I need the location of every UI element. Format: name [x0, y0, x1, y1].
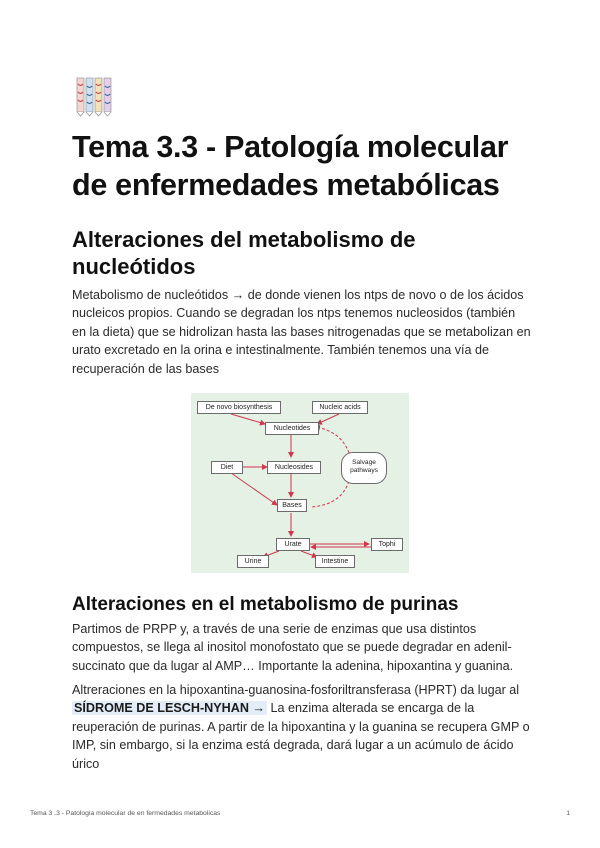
section-heading-nucleotides: Alteraciones del metabolismo de nucleótidos — [72, 227, 416, 279]
paragraph-nucleotide-metabolism: Metabolismo de nucleótidos → de donde vienen los ntps de novo o de los ácidos nucleicos propios. Cuando se degradan los ntps tenemos nucleosidos (también en la dieta) que se hidrolizan hasta las bases nitrogenadas que se metabolizan en urato excretado en la orina e intestinalmente. También tenemos una vía de recuperación de las bases — [72, 288, 531, 376]
de-novo-biosynthesis-box: De novo biosynthesis — [197, 401, 281, 414]
page-title: Tema 3.3 - Patología molecular de enfermedades metabólicas — [72, 130, 509, 202]
nucleosides-box: Nucleosides — [267, 461, 321, 474]
urine-box: Urine — [237, 555, 269, 568]
intestine-box: Intestine — [315, 555, 355, 568]
urate-box: Urate — [276, 538, 310, 551]
tophi-box: Tophi — [371, 538, 403, 551]
page-number: 1 — [566, 810, 570, 817]
footer-title: Tema 3 .3 - Patologia molecular de en fermedades metabolicas — [30, 810, 221, 817]
nucleic-acids-box: Nucleic acids — [312, 401, 368, 414]
salvage-pathways-cloud: Salvage pathways — [341, 452, 387, 484]
hprt-text-start: Altreraciones en la hipoxantina-guanosina-fosforiltransferasa (HPRT) da lugar al — [72, 683, 520, 697]
paragraph-prpp: Partimos de PRPP y, a través de una serie de enzimas que usa distintos compuestos, se llega al inositol monofostato que se puede degradar en adenil-succinato que da lugar al AMP… Importante la adenina, hipoxantina y guanina. — [72, 622, 514, 673]
lesch-nyhan-highlight: SÍDROME DE LESCH-NYHAN → — [74, 701, 266, 716]
nucleotides-box: Nucleotides — [265, 422, 319, 435]
dna-icon — [73, 74, 117, 118]
section-heading-purines: Alteraciones en el metabolismo de purinas — [72, 594, 459, 615]
bases-box: Bases — [277, 499, 307, 512]
paragraph-hprt — [72, 681, 532, 773]
nucleotide-metabolism-diagram — [191, 393, 409, 573]
diet-box: Diet — [211, 461, 243, 474]
hprt-text-end: La enzima alterada se encarga de la reuperación de purinas. A partir de la hipoxantina y la guanina se recupera GMP o IMP, sin embargo, si la enzima está degrada, dará lugar a un acúmulo de ácido úrico — [72, 701, 530, 771]
